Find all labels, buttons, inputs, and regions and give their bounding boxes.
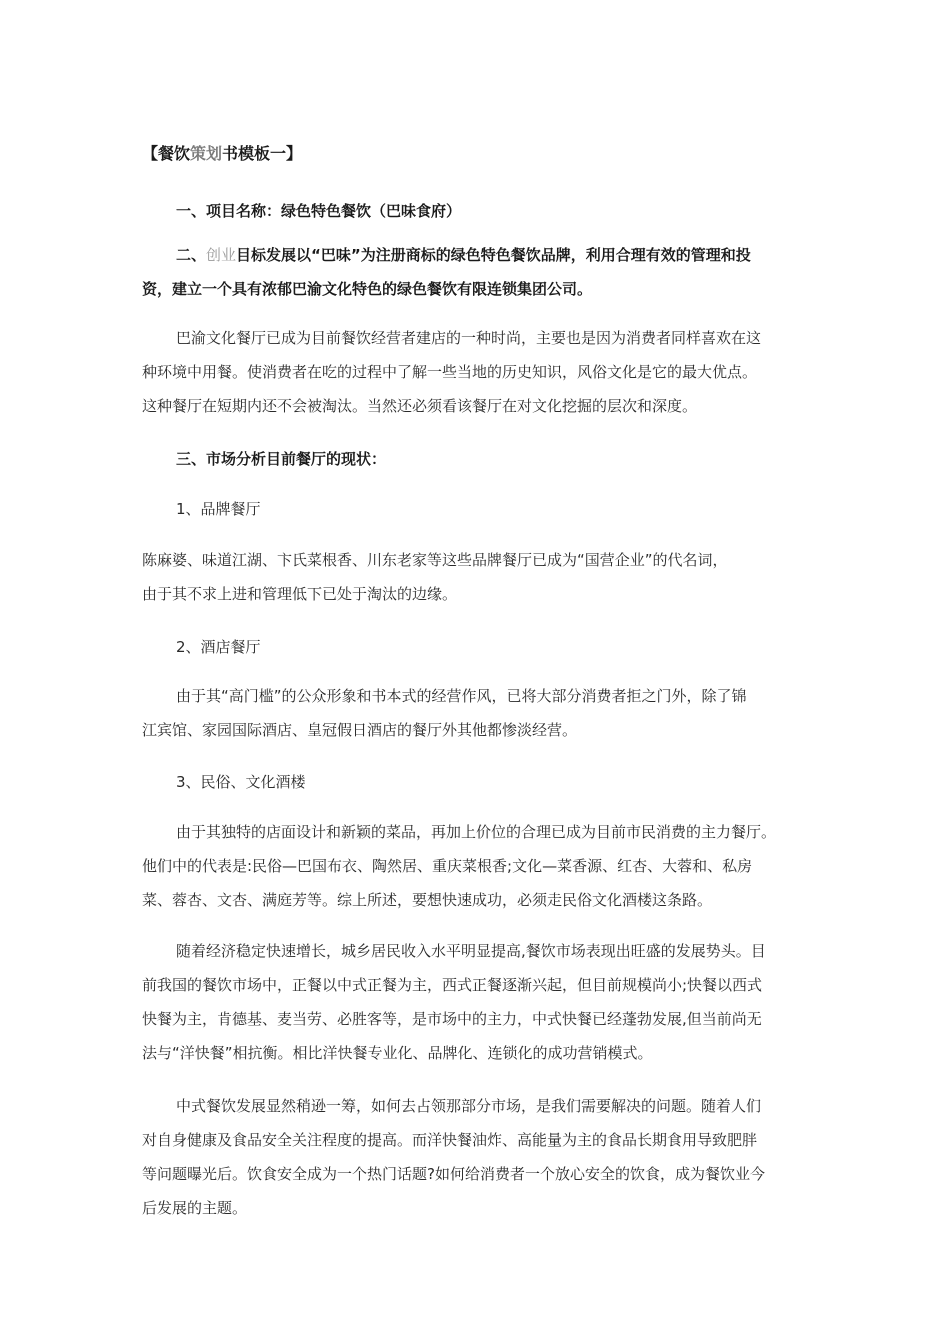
para2-line: 由于其不求上进和管理低下已处于淘汰的边缘。 (142, 585, 458, 603)
para5-line: 随着经济稳定快速增长，城乡居民收入水平明显提高,餐饮市场表现出旺盛的发展势头。目 (176, 942, 766, 960)
para1-line: 种环境中用餐。使消费者在吃的过程中了解一些当地的历史知识，风俗文化是它的最大优点。 (142, 363, 758, 381)
para6-line: 等问题曝光后。饮食安全成为一个热门话题?如何给消费者一个放心安全的饮食，成为餐饮业今 (142, 1165, 765, 1183)
title-mid: 策划 (190, 144, 223, 163)
paragraph-5 (142, 934, 814, 1070)
section-heading-2 (142, 238, 822, 306)
para5-line: 法与“洋快餐”相抗衡。相比洋快餐专业化、品牌化、连锁化的成功营销模式。 (142, 1044, 653, 1062)
para6-line: 中式餐饮发展显然稍逊一筹，如何去占领那部分市场，是我们需要解决的问题。随着人们 (176, 1097, 762, 1115)
para3-line: 由于其“高门槛”的公众形象和书本式的经营作风，已将大部分消费者拒之门外，除了锦 (176, 687, 747, 705)
paragraph-3 (142, 679, 814, 747)
paragraph-2 (142, 543, 814, 611)
section-heading-1: 一、项目名称：绿色特色餐饮（巴味食府） (176, 202, 462, 220)
paragraph-6 (142, 1089, 814, 1225)
para4-line: 菜、蓉杏、文杏、满庭芳等。综上所述，要想快速成功，必须走民俗文化酒楼这条路。 (142, 891, 713, 909)
para1-line: 巴渝文化餐厅已成为目前餐饮经营者建店的一种时尚，主要也是因为消费者同样喜欢在这 (176, 329, 762, 347)
para1-line: 这种餐厅在短期内还不会被淘汰。当然还必须看该餐厅在对文化挖掘的层次和深度。 (142, 397, 698, 415)
para2-line: 陈麻婆、味道江湖、卞氏菜根香、川东老家等这些品牌餐厅已成为“国营企业”的代名词， (142, 551, 728, 569)
subheading-2: 2、酒店餐厅 (176, 638, 261, 656)
paragraph-4 (142, 815, 814, 917)
section2-faint-link: 创业 (206, 246, 237, 264)
para5-line: 快餐为主，肯德基、麦当劳、必胜客等，是市场中的主力，中式快餐已经蓬勃发展,但当前尚无 (142, 1010, 762, 1028)
title-suffix: 书模板一】 (222, 144, 303, 163)
section2-line1: 目标发展以“巴味”为注册商标的绿色特色餐饮品牌，利用合理有效的管理和投 (236, 246, 751, 264)
para4-line: 由于其独特的店面设计和新颖的菜品，再加上价位的合理已成为目前市民消费的主力餐厅。 (176, 823, 777, 841)
subheading-1: 1、品牌餐厅 (176, 500, 261, 518)
section-heading-3: 三、市场分析目前餐厅的现状： (176, 450, 387, 468)
para6-line: 对自身健康及食品安全关注程度的提高。而洋快餐油炸、高能量为主的食品长期食用导致肥胖 (142, 1131, 758, 1149)
para3-line: 江宾馆、家园国际酒店、皇冠假日酒店的餐厅外其他都惨淡经营。 (142, 721, 578, 739)
para6-line: 后发展的主题。 (142, 1199, 248, 1217)
section2-prefix: 二、 (176, 246, 207, 264)
document-title (142, 140, 302, 168)
section2-line2: 资，建立一个具有浓郁巴渝文化特色的绿色餐饮有限连锁集团公司。 (142, 280, 593, 298)
title-prefix: 【餐饮 (142, 144, 191, 163)
subheading-3: 3、民俗、文化酒楼 (176, 773, 306, 791)
paragraph-1 (142, 321, 814, 423)
para4-line: 他们中的代表是:民俗—巴国布衣、陶然居、重庆菜根香;文化—菜香源、红杏、大蓉和、私房 (142, 857, 753, 875)
para5-line: 前我国的餐饮市场中，正餐以中式正餐为主，西式正餐逐渐兴起，但目前规模尚小;快餐以西式 (142, 976, 763, 994)
